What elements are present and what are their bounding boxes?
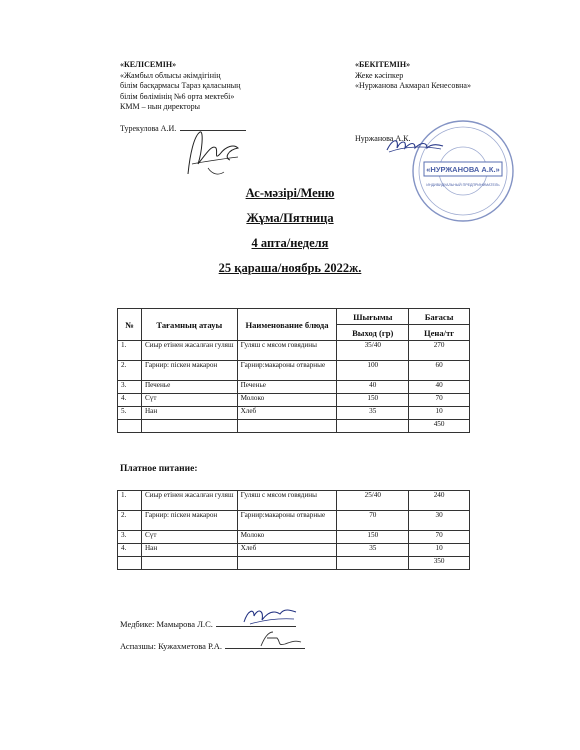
row-price: 270 — [409, 341, 470, 361]
table-row — [118, 361, 470, 381]
row-yield: 100 — [337, 361, 409, 381]
title-day: Жұма/Пятница — [246, 211, 334, 225]
director-signature — [178, 124, 248, 186]
header-price-ru: Цена/тг — [409, 325, 470, 341]
approval-left-heading: «КЕЛІСЕМІН» — [120, 60, 177, 69]
table-row — [118, 511, 470, 531]
row-price: 240 — [409, 491, 470, 511]
approval-left-line: «Жамбыл облысы әкімдігінің — [120, 70, 221, 80]
row-price: 40 — [409, 381, 470, 394]
row-yield: 40 — [337, 381, 409, 394]
approval-right-line: Жеке кәсіпкер — [355, 70, 404, 80]
row-price: 70 — [409, 394, 470, 407]
row-yield: 35/40 — [337, 341, 409, 361]
row-yield: 150 — [337, 394, 409, 407]
total-row — [118, 557, 470, 570]
paid-menu-table — [117, 490, 470, 570]
entrepreneur-signature — [385, 134, 445, 156]
row-price: 70 — [409, 531, 470, 544]
row-name-kz: Сиыр етінен жасалған гуляш — [141, 341, 237, 361]
row-name-kz: Гарнир: піскен макарон — [141, 361, 237, 381]
row-price: 30 — [409, 511, 470, 531]
approval-left — [120, 60, 246, 134]
row-name-ru: Гуляш с мясом говядины — [237, 491, 337, 511]
row-yield: 150 — [337, 531, 409, 544]
row-name-kz: Печенье — [141, 381, 237, 394]
table-row — [118, 491, 470, 511]
row-name-kz: Нан — [141, 544, 237, 557]
header-price-kz: Бағасы — [409, 309, 470, 325]
row-name-ru: Печенье — [237, 381, 337, 394]
approval-left-line: білім бөлімінің №6 орта мектебі» — [120, 91, 235, 101]
header-name-ru: Наименование блюда — [237, 309, 337, 341]
approval-left-signer: Турекулова А.И. — [120, 123, 177, 133]
title-menu: Ас-мәзірі/Меню — [245, 186, 335, 200]
row-price: 10 — [409, 544, 470, 557]
paid-total: 350 — [409, 557, 470, 570]
row-num: 2. — [118, 361, 142, 381]
row-num: 3. — [118, 381, 142, 394]
row-num: 2. — [118, 511, 142, 531]
row-name-kz: Нан — [141, 407, 237, 420]
row-yield: 35 — [337, 544, 409, 557]
total-row — [118, 420, 470, 433]
table-row — [118, 407, 470, 420]
row-name-ru: Молоко — [237, 394, 337, 407]
approval-right-heading: «БЕКІТЕМІН» — [355, 60, 411, 69]
table-row — [118, 394, 470, 407]
header-num: № — [118, 309, 142, 341]
title-week: 4 апта/неделя — [251, 236, 329, 250]
cook-name: Аспазшы: Кужахметова Р.А. — [120, 641, 223, 651]
menu-total: 450 — [409, 420, 470, 433]
row-name-kz: Сүт — [141, 394, 237, 407]
table-row — [118, 544, 470, 557]
row-yield: 70 — [337, 511, 409, 531]
nurse-signature — [240, 604, 300, 628]
table-row — [118, 531, 470, 544]
row-price: 10 — [409, 407, 470, 420]
row-num: 4. — [118, 394, 142, 407]
row-price: 60 — [409, 361, 470, 381]
row-name-ru: Гарнир:макароны отварные — [237, 361, 337, 381]
nurse-name: Медбике: Мамырова Л.С. — [120, 619, 213, 629]
row-yield: 25/40 — [337, 491, 409, 511]
table-row — [118, 381, 470, 394]
row-name-kz: Сүт — [141, 531, 237, 544]
stamp-text: «НУРЖАНОВА А.К.» — [426, 165, 500, 174]
stamp-subtext: ИНДИВИДУАЛЬНЫЙ ПРЕДПРИНИМАТЕЛЬ — [426, 183, 500, 187]
header-yield-ru: Выход (гр) — [337, 325, 409, 341]
row-num: 4. — [118, 544, 142, 557]
paid-meals-title: Платное питание: — [120, 464, 198, 474]
approval-left-line: білім басқармасы Тараз қаласының — [120, 81, 241, 90]
row-name-ru: Хлеб — [237, 544, 337, 557]
header-name-kz: Тағамның атауы — [141, 309, 237, 341]
approval-right-signer: Нуржанова А.К. — [355, 133, 411, 143]
row-name-ru: Хлеб — [237, 407, 337, 420]
row-name-ru: Гарнир:макароны отварные — [237, 511, 337, 531]
row-name-kz: Сиыр етінен жасалған гуляш — [141, 491, 237, 511]
row-num: 5. — [118, 407, 142, 420]
approval-left-line: КММ – нын директоры — [120, 102, 200, 111]
row-yield: 35 — [337, 407, 409, 420]
approval-right-line: «Нуржанова Акмарал Кенесовна» — [355, 81, 471, 90]
cook-signature — [255, 628, 305, 650]
row-num: 1. — [118, 491, 142, 511]
row-name-ru: Молоко — [237, 531, 337, 544]
title-date: 25 қараша/ноябрь 2022ж. — [218, 261, 362, 275]
table-row — [118, 341, 470, 361]
row-name-kz: Гарнир: піскен макарон — [141, 511, 237, 531]
row-name-ru: Гуляш с мясом говядины — [237, 341, 337, 361]
row-num: 3. — [118, 531, 142, 544]
header-yield-kz: Шығымы — [337, 309, 409, 325]
row-num: 1. — [118, 341, 142, 361]
menu-table — [117, 308, 470, 433]
